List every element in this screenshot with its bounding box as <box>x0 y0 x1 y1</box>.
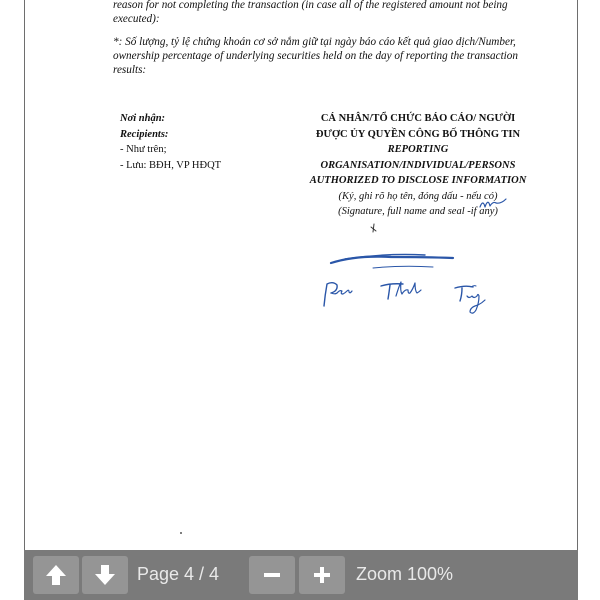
footnote-line: ownership percentage of underlying securities held on the day of reporting the transaction <box>113 50 518 62</box>
zoom-indicator: Zoom 100% <box>356 564 454 584</box>
page-indicator: Page 4 / 4 <box>137 564 220 584</box>
reporter-title-en-2: ORGANISATION/INDIVIDUAL/PERSONS <box>320 159 516 171</box>
reporter-title-vi-2: ĐƯỢC ỦY QUYỀN CÔNG BỐ THÔNG TIN <box>315 128 521 140</box>
document-page[interactable] <box>24 0 578 600</box>
next-page-button[interactable] <box>82 556 128 594</box>
recipient-item: - Lưu: BĐH, VP HĐQT <box>120 159 222 171</box>
recipient-item: - Như trên; <box>120 144 167 155</box>
handwritten-signature <box>25 0 579 550</box>
reporter-title-vi-1: CÁ NHÂN/TỔ CHỨC BÁO CÁO/ NGƯỜI <box>320 113 516 124</box>
arrow-up-icon <box>44 563 68 587</box>
recipients-heading-en: Recipients: <box>120 128 169 140</box>
footnote-line: reason for not completing the transaction (in case all of the registered amount not being <box>113 0 508 11</box>
recipients-heading-vi: Nơi nhận: <box>120 113 166 124</box>
previous-page-button[interactable] <box>33 556 79 594</box>
zoom-out-button[interactable] <box>249 556 295 594</box>
viewer-toolbar <box>24 550 578 600</box>
footnote-line: *: Số lượng, tỷ lệ chứng khoán cơ sở nắm giữ tại ngày báo cáo kết quả giao dịch/Number, <box>113 36 516 48</box>
signature-note-vi: (Ký, ghi rõ họ tên, đóng dấu - nếu có) <box>338 190 498 202</box>
footnote-line: executed): <box>113 13 160 25</box>
minus-icon <box>262 565 282 585</box>
zoom-in-button[interactable] <box>299 556 345 594</box>
plus-icon <box>312 565 332 585</box>
arrow-down-icon <box>93 563 117 587</box>
footnote-line: results: <box>113 64 147 76</box>
reporter-title-en-1: REPORTING <box>387 144 449 155</box>
signature-note-en: (Signature, full name and seal -if any) <box>338 206 498 217</box>
reporter-title-en-3: AUTHORIZED TO DISCLOSE INFORMATION <box>309 175 527 186</box>
